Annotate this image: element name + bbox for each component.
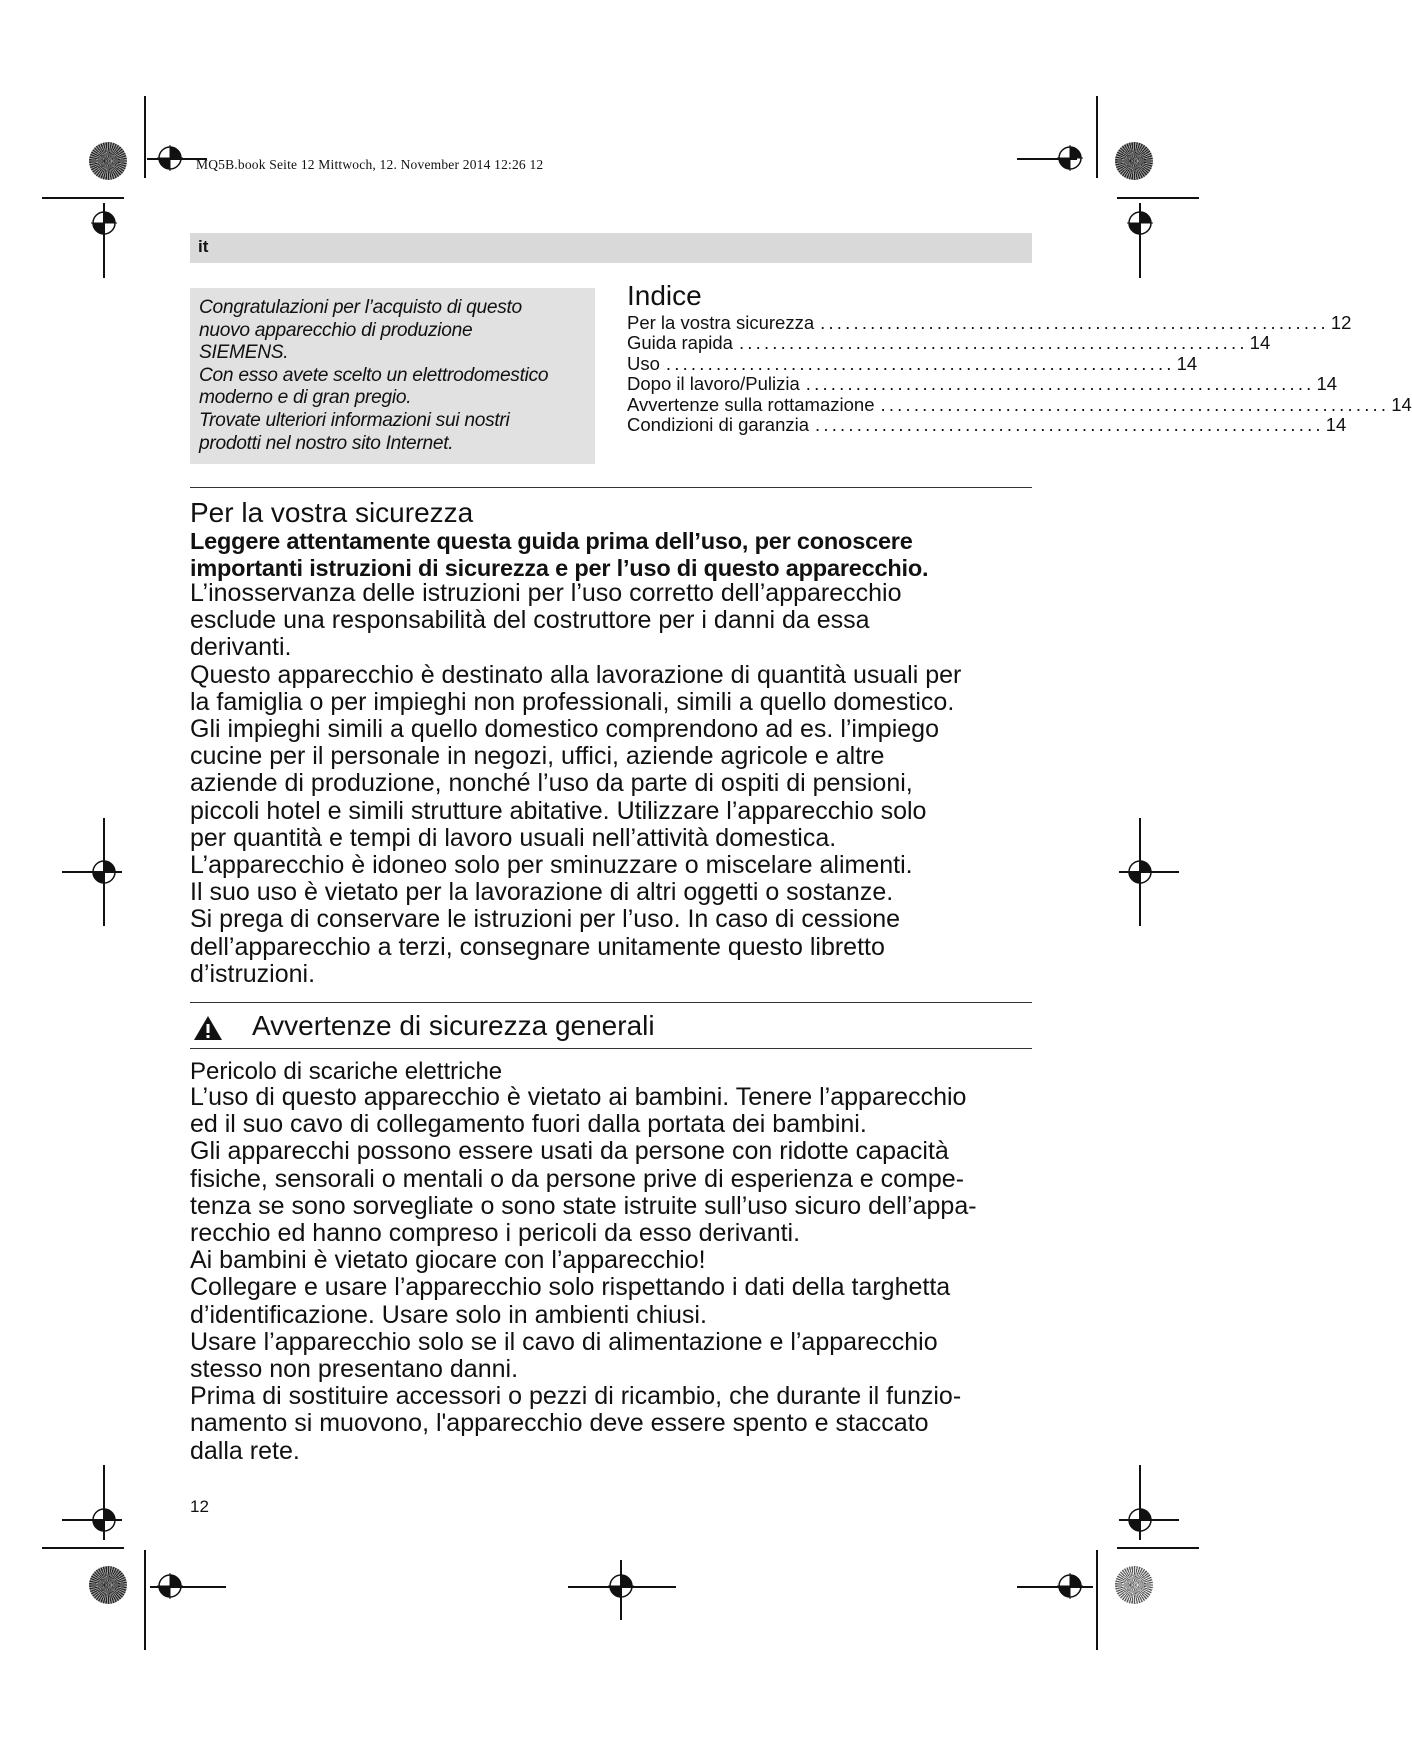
safety-body	[190, 580, 1070, 988]
warnings-body-line: stesso non presentano danni.	[190, 1355, 519, 1384]
intro-line: nuovo apparecchio di produzione	[199, 319, 473, 341]
safety-body-line: per quantità e tempi di lavoro usuali nell’attività domestica.	[190, 823, 837, 852]
warnings-body-line: d’identificazione. Usare solo in ambienti chiusi.	[190, 1300, 707, 1329]
warnings-body-line: ed il suo cavo di collegamento fuori dalla portata dei bambini.	[190, 1110, 867, 1139]
crosshair-target-icon	[157, 145, 183, 171]
index-entry[interactable]	[627, 332, 1271, 354]
index-list	[627, 312, 1412, 436]
safety-body-line: L’inosservanza delle istruzioni per l’uso corretto dell’apparecchio	[190, 579, 902, 607]
warnings-body-line: tenza se sono sorvegliate o sono state istruite sull’uso sicuro dell’appa-	[190, 1191, 977, 1220]
print-info-header: MQ5B.book Seite 12 Mittwoch, 12. November 2014 12:26 12	[196, 157, 544, 172]
intro-line: Congratulazioni per l’acquisto di questo	[199, 297, 522, 318]
crosshair-target-icon	[91, 210, 117, 236]
index-leader-dots: .............................................................	[738, 332, 1248, 354]
warnings-body-line: Usare l’apparecchio solo se il cavo di alimentazione e l’apparecchio	[190, 1327, 938, 1356]
index-leader-dots: .............................................................	[820, 312, 1329, 333]
index-entry[interactable]	[627, 373, 1338, 395]
warnings-subtitle: Pericolo di scariche elettriche	[190, 1058, 503, 1085]
section-divider	[190, 487, 1032, 488]
color-rosette-icon	[89, 142, 127, 180]
crosshair-target-icon	[1127, 859, 1153, 885]
index-entry[interactable]	[627, 352, 1198, 374]
page-number: 12	[190, 1497, 209, 1516]
warnings-body-line: Collegare e usare l’apparecchio solo rispettando i dati della targhetta	[190, 1273, 951, 1302]
safety-lead-line: Leggere attentamente questa guida prima dell’uso, per conoscere	[190, 528, 913, 554]
safety-lead-line: importanti istruzioni di sicurezza e per l’uso di questo apparecchio.	[190, 555, 929, 581]
safety-body-line: esclude una responsabilità del costruttore per i danni da essa	[190, 606, 870, 635]
index-entry-label: Dopo il lavoro/Pulizia	[627, 373, 800, 395]
language-bar	[190, 233, 1032, 263]
index-entry-page: 14	[1391, 393, 1412, 415]
index-entry-label: Uso	[627, 352, 660, 374]
crosshair-target-icon	[1057, 1573, 1083, 1599]
crosshair-target-icon	[1127, 210, 1153, 236]
index-entry[interactable]	[627, 393, 1412, 415]
safety-body-line: cucine per il personale in negozi, uffici, aziende agricole e altre	[190, 742, 885, 771]
index-entry-page: 14	[1249, 332, 1271, 354]
intro-text	[199, 297, 548, 455]
section-divider	[190, 1048, 1032, 1049]
index-entry-page: 14	[1176, 352, 1198, 374]
warnings-body-line: Ai bambini è vietato giocare con l’apparecchio!	[190, 1246, 706, 1275]
safety-body-line: piccoli hotel e simili strutture abitative. Utilizzare l’apparecchio solo	[190, 796, 927, 825]
warning-triangle-icon	[193, 1015, 223, 1046]
safety-section-title: Per la vostra sicurezza	[190, 497, 474, 528]
warnings-body-line: recchio ed hanno compreso i pericoli da esso derivanti.	[190, 1219, 801, 1248]
safety-body-line: Questo apparecchio è destinato alla lavorazione di quantità usuali per	[190, 660, 962, 689]
intro-line: moderno e di gran pregio.	[199, 387, 412, 409]
warnings-body-line: dalla rete.	[190, 1436, 300, 1465]
warnings-body-line: fisiche, sensorali o mentali o da persone prive di esperienza e compe-	[190, 1164, 965, 1193]
crosshair-target-icon	[157, 1573, 183, 1599]
crop-line	[42, 1547, 124, 1549]
intro-box	[190, 288, 595, 464]
index-title: Indice	[627, 280, 702, 311]
crosshair-target-icon	[1127, 1507, 1153, 1533]
safety-body-line: derivanti.	[190, 633, 292, 662]
index-entry-label: Condizioni di garanzia	[627, 414, 810, 436]
index-leader-dots: .............................................................	[805, 373, 1315, 395]
color-rosette-icon	[89, 1566, 127, 1604]
intro-line: Con esso avete scelto un elettrodomestico	[199, 364, 549, 386]
safety-body-line: Il suo uso è vietato per la lavorazione di altri oggetti o sostanze.	[190, 878, 894, 907]
color-rosette-icon	[1115, 1566, 1153, 1604]
crop-line	[1117, 197, 1199, 199]
crosshair-target-icon	[91, 1507, 117, 1533]
intro-line: Trovate ulteriori informazioni sui nostri	[199, 409, 510, 431]
safety-body-line: d’istruzioni.	[190, 959, 316, 988]
index-entry-label: Guida rapida	[627, 332, 733, 354]
warnings-title: Avvertenze di sicurezza generali	[252, 1010, 655, 1041]
language-tag: it	[198, 237, 209, 256]
index-entry[interactable]	[627, 312, 1352, 333]
index-entry-label: Per la vostra sicurezza	[627, 312, 815, 333]
index-entry-page: 14	[1325, 414, 1347, 436]
index-entry-page: 12	[1330, 312, 1352, 333]
safety-body-line: L’apparecchio è idoneo solo per sminuzzare o miscelare alimenti.	[190, 851, 913, 880]
warnings-body-line: Gli apparecchi possono essere usati da persone con ridotte capacità	[190, 1137, 949, 1166]
intro-line: prodotti nel nostro sito Internet.	[199, 432, 454, 454]
crop-line	[144, 1550, 146, 1650]
safety-body-line: dell’apparecchio a terzi, consegnare unitamente questo libretto	[190, 932, 885, 961]
crop-line	[144, 96, 146, 178]
section-divider	[190, 1002, 1032, 1003]
warnings-body-line: namento si muovono, l'apparecchio deve essere spento e staccato	[190, 1409, 929, 1438]
warnings-body-line: L’uso di questo apparecchio è vietato ai bambini. Tenere l’apparecchio	[190, 1083, 967, 1111]
crop-line	[1117, 1547, 1199, 1549]
crop-line	[1096, 96, 1098, 178]
safety-body-line: aziende di produzione, nonché l’uso da parte di ospiti di pensioni,	[190, 769, 913, 798]
warnings-body	[190, 1084, 1070, 1465]
index-leader-dots: .............................................................	[815, 414, 1324, 436]
safety-lead	[190, 528, 1050, 582]
crop-line	[42, 197, 124, 199]
safety-body-line: Si prega di conservare le istruzioni per l’uso. In caso di cessione	[190, 905, 901, 934]
index-entry-page: 14	[1316, 373, 1338, 395]
index-entry-label: Avvertenze sulla rottamazione	[627, 393, 875, 415]
safety-body-line: Gli impieghi simili a quello domestico comprendono ad es. l’impiego	[190, 715, 939, 744]
safety-body-line: la famiglia o per impieghi non professionali, simili a quello domestico.	[190, 687, 955, 716]
crop-line	[1096, 1550, 1098, 1650]
crosshair-target-icon	[608, 1573, 634, 1599]
color-rosette-icon	[1115, 142, 1153, 180]
crosshair-target-icon	[91, 859, 117, 885]
intro-line: SIEMENS.	[199, 342, 289, 364]
index-leader-dots: .............................................................	[665, 352, 1175, 374]
crosshair-target-icon	[1057, 145, 1083, 171]
index-leader-dots: .............................................................	[880, 393, 1390, 415]
warnings-body-line: Prima di sostituire accessori o pezzi di ricambio, che durante il funzio-	[190, 1382, 962, 1411]
index-entry[interactable]	[627, 414, 1347, 436]
